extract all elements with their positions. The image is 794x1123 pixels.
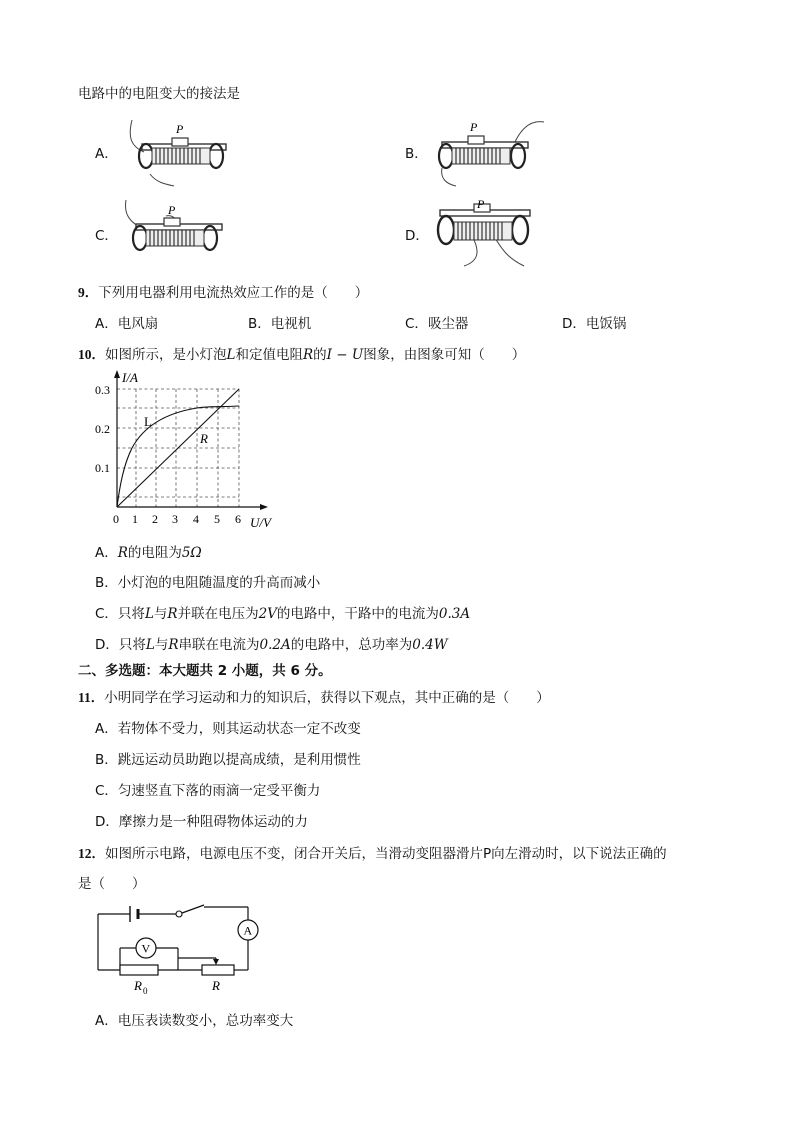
q8-option-c-letter: C． <box>95 228 118 244</box>
q12-stem-line-2: 是（ ） <box>78 876 146 892</box>
q11-option-d <box>95 810 308 830</box>
q11-stem <box>78 686 550 706</box>
q10-option-c-t1: 只将 <box>117 606 145 622</box>
q8-option-d-letter: D． <box>405 228 429 244</box>
q12-option-a-letter: A． <box>95 1013 118 1029</box>
q12-number: 12． <box>78 846 105 861</box>
q11-option-b-letter: B． <box>95 752 118 768</box>
q8-stem-tail: 电路中的电阻变大的接法是 <box>78 86 240 102</box>
q10-option-a-letter: A． <box>95 545 118 561</box>
q11-option-d-text: 摩擦力是一种阻碍物体运动的力 <box>118 814 308 830</box>
q9-stem-text: 下列用电器利用电流热效应工作的是（ ） <box>98 285 369 301</box>
q10-option-d-v3: 0.2A <box>259 637 291 653</box>
switch-pivot <box>176 911 182 917</box>
q8-option-a-letter: A． <box>95 146 118 162</box>
q10-option-d-v4: 0.4W <box>412 637 448 653</box>
q10-option-c-t3: 并联在电压为 <box>177 606 259 622</box>
q9-option-d-text: 电饭锅 <box>585 316 627 332</box>
rheostat-a-slider-label: P <box>176 122 184 136</box>
q10-option-a-text: 的电阻为 <box>127 545 182 561</box>
q12-option-a-text: 电压表读数变小，总功率变大 <box>117 1013 294 1029</box>
rheostat-figure-d <box>432 196 547 268</box>
q10-option-a-var: R <box>117 545 128 561</box>
q11-number: 11． <box>78 690 105 705</box>
q11-option-a <box>95 717 361 737</box>
switch-lever <box>182 905 204 913</box>
y-tick-3: 0.3 <box>95 383 110 397</box>
q10-option-c-v1: L <box>144 606 154 622</box>
q10-option-d-t1: 只将 <box>118 637 146 653</box>
q9-number: 9． <box>78 285 99 300</box>
circuit-wires <box>98 907 248 970</box>
q9-option-c <box>405 312 468 332</box>
q10-option-c-t2: 与 <box>153 606 168 622</box>
q10-option-c-t4: 的电路中，干路中的电流为 <box>276 606 439 622</box>
rheostat-c-slider-label: P <box>168 203 176 217</box>
q10-option-b-text: 小灯泡的电阻随温度的升高而减小 <box>117 575 321 591</box>
x-tick-6: 6 <box>235 512 241 526</box>
q9-option-a-letter: A． <box>95 316 118 332</box>
q11-option-c-letter: C． <box>95 783 118 799</box>
q9-option-c-letter: C． <box>405 316 428 332</box>
y-tick-2: 0.2 <box>95 422 110 436</box>
line-r-label: R <box>200 431 208 446</box>
q10-stem-iu: I − U <box>326 347 364 363</box>
q10-option-d-t4: 的电路中，总功率为 <box>290 637 413 653</box>
rheostat-figure-c <box>122 198 234 270</box>
x-tick-2: 2 <box>152 512 158 526</box>
q9-option-c-text: 吸尘器 <box>427 316 469 332</box>
q11-option-d-letter: D． <box>95 814 119 830</box>
ammeter-label: A <box>243 923 253 938</box>
q10-stem-var-r: R <box>302 347 314 363</box>
q10-option-d <box>95 633 448 653</box>
q10-stem-part-b: 和定值电阻 <box>235 347 303 363</box>
iu-graph <box>92 364 292 530</box>
q10-option-d-t2: 与 <box>154 637 169 653</box>
q10-option-c-v4: 0.3A <box>438 606 471 622</box>
q10-stem <box>78 343 525 363</box>
q9-option-b-letter: B． <box>248 316 271 332</box>
q11-option-b <box>95 748 361 768</box>
q10-option-d-v2: R <box>168 637 179 653</box>
resistor-r0-label: R <box>134 978 142 993</box>
x-tick-0: 0 <box>113 512 119 526</box>
q10-stem-var-l: L <box>226 347 236 363</box>
resistor-r0-subscript: 0 <box>143 986 148 996</box>
q10-option-c <box>95 602 470 622</box>
resistor-r0 <box>120 965 158 975</box>
y-axis-label: I/A <box>122 370 138 385</box>
q12-stem-text-1: 如图所示电路，电源电压不变，闭合开关后，当滑动变阻器滑片P向左滑动时，以下说法正确的 <box>105 846 667 862</box>
q11-option-a-text: 若物体不受力，则其运动状态一定不改变 <box>117 721 361 737</box>
q11-option-a-letter: A． <box>95 721 118 737</box>
q8-option-b-letter: B． <box>405 146 428 162</box>
q10-stem-part-d: 图象，由图象可知（ ） <box>363 347 526 363</box>
q9-option-b <box>248 312 311 332</box>
x-tick-3: 3 <box>172 512 178 526</box>
curve-l-label: L <box>144 414 152 429</box>
x-tick-1: 1 <box>132 512 138 526</box>
rheostat-slider-arrow <box>213 959 219 965</box>
q10-stem-part-a: 如图所示，是小灯泡 <box>105 347 227 363</box>
q10-option-b-letter: B． <box>95 575 118 591</box>
circuit-diagram <box>92 896 267 998</box>
rheostat-r <box>202 965 234 975</box>
q10-option-c-v3: 2V <box>258 606 277 622</box>
y-axis-arrow <box>114 370 120 378</box>
q12-stem-line-1 <box>78 842 667 862</box>
q9-option-a-text: 电风扇 <box>117 316 159 332</box>
x-tick-5: 5 <box>214 512 220 526</box>
q9-option-b-text: 电视机 <box>270 316 312 332</box>
y-tick-1: 0.1 <box>95 461 110 475</box>
rheostat-d-slider-label: P <box>477 197 485 211</box>
q10-option-d-t3: 串联在电流为 <box>178 637 260 653</box>
x-axis-label: U/V <box>250 515 271 530</box>
q10-option-d-v1: L <box>145 637 155 653</box>
q10-option-a-value: 5Ω <box>181 545 202 561</box>
section-2-heading: 二、多选题：本大题共 2 小题，共 6 分。 <box>78 663 332 679</box>
rheostat-figure-a <box>126 116 236 188</box>
q10-option-b <box>95 571 320 591</box>
q9-option-d-letter: D． <box>562 316 586 332</box>
x-axis-arrow <box>260 504 268 510</box>
q10-option-d-letter: D． <box>95 637 119 653</box>
q10-option-c-letter: C． <box>95 606 118 622</box>
q11-option-c-text: 匀速竖直下落的雨滴一定受平衡力 <box>117 783 321 799</box>
q10-option-a <box>95 541 202 561</box>
voltmeter-label: V <box>141 941 151 956</box>
q12-option-a <box>95 1009 293 1029</box>
q10-option-c-v2: R <box>167 606 178 622</box>
q10-number: 10． <box>78 347 105 362</box>
q11-stem-text: 小明同学在学习运动和力的知识后，获得以下观点，其中正确的是（ ） <box>104 690 550 706</box>
rheostat-figure-b <box>432 116 547 188</box>
q9-option-a <box>95 312 158 332</box>
q11-option-b-text: 跳远运动员助跑以提高成绩，是利用惯性 <box>117 752 361 768</box>
curve-l <box>117 406 239 507</box>
rheostat-b-slider-label: P <box>470 120 478 134</box>
q9-option-d <box>562 312 626 332</box>
q11-option-c <box>95 779 320 799</box>
q9-stem <box>78 281 368 301</box>
rheostat-r-label: R <box>212 978 220 993</box>
x-tick-4: 4 <box>193 512 199 526</box>
q10-stem-part-c: 的 <box>313 347 327 363</box>
